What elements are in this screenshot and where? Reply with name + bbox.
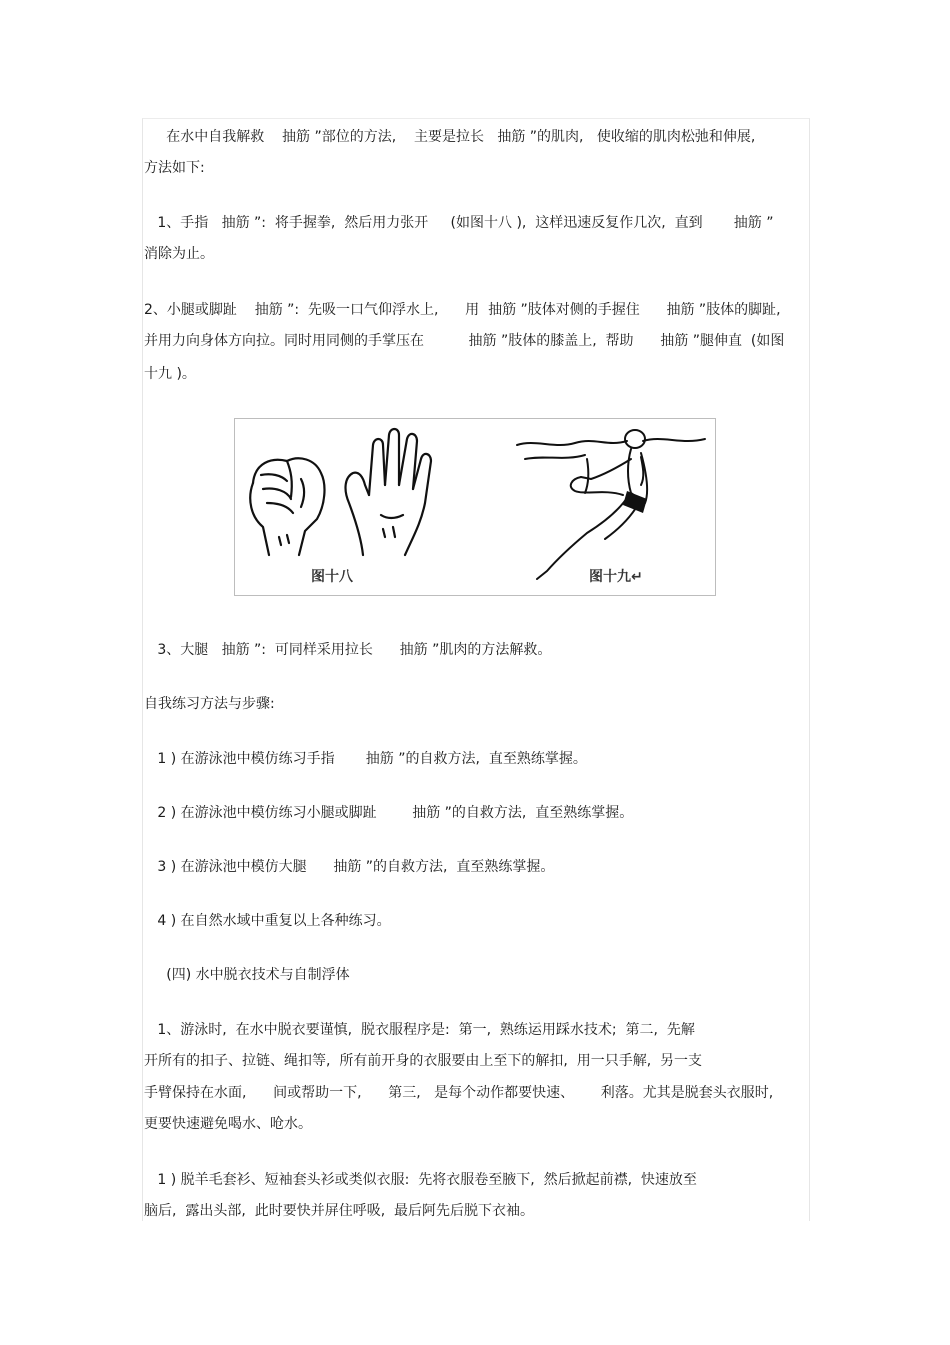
sweater-paragraph-line-2: 脑后, 露出头部, 此时要快并屏住呼吸, 最后阿先后脱下衣袖。 <box>144 1203 535 1219</box>
caption-figure-18: 图十八 <box>311 569 353 585</box>
item-finger-line-2: 消除为止。 <box>144 246 214 262</box>
item-thigh: 3、大腿 抽筋 ”: 可同样采用拉长 抽筋 ”肌肉的方法解救。 <box>144 642 552 658</box>
trunks-shape <box>623 491 647 513</box>
caption-figure-19: 图十九↵ <box>589 569 643 585</box>
practice-heading: 自我练习方法与步骤: <box>144 696 275 712</box>
item-finger-line-1: 1、手指 抽筋 ”: 将手握拳, 然后用力张开 (如图十八 ), 这样迅速反复作几次, 直到 抽筋 ” <box>144 215 774 231</box>
undress-paragraph-line-4: 更要快速避免喝水、呛水。 <box>144 1116 312 1132</box>
open-hand-drawing <box>346 429 431 555</box>
undress-paragraph-line-3: 手臂保持在水面, 间或帮助一下, 第三, 是每个动作都要快速、 利落。尤其是脱套头衣服时, <box>144 1085 774 1101</box>
paragraph-intro-line-2: 方法如下: <box>144 160 205 176</box>
swimmer-drawing <box>517 430 705 579</box>
practice-step-4: 4 ) 在自然水域中重复以上各种练习。 <box>144 913 391 929</box>
figure-illustration <box>234 418 716 596</box>
undress-paragraph-line-1: 1、游泳时, 在水中脱衣要谨慎, 脱衣服程序是: 第一, 熟练运用踩水技术; 第二, 先解 <box>144 1022 695 1038</box>
practice-step-2: 2 ) 在游泳池中模仿练习小腿或脚趾 抽筋 ”的自救方法, 直至熟练掌握。 <box>144 805 634 821</box>
item-calf-line-2: 并用力向身体方向拉。同时用同侧的手掌压在 抽筋 ”肢体的膝盖上, 帮助 抽筋 ”腿伸直 (如图 <box>144 333 785 349</box>
item-calf-line-1: 2、小腿或脚趾 抽筋 ”: 先吸一口气仰浮水上, 用 抽筋 ”肢体对侧的手握住 抽筋 ”肢体的脚趾, <box>144 302 781 318</box>
sweater-paragraph-line-1: 1 ) 脱羊毛套衫、短袖套头衫或类似衣服: 先将衣服卷至腋下, 然后掀起前襟, 快速放至 <box>144 1172 697 1188</box>
fist-drawing <box>250 458 324 555</box>
item-calf-line-3: 十九 )。 <box>144 366 196 382</box>
paragraph-intro-line-1: 在水中自我解救 抽筋 ”部位的方法, 主要是拉长 抽筋 ”的肌肉, 使收缩的肌肉松弛和伸展, <box>144 129 756 145</box>
section-heading-undress: (四) 水中脱衣技术与自制浮体 <box>144 967 350 983</box>
undress-paragraph-line-2: 开所有的扣子、拉链、绳扣等, 所有前开身的衣服要由上至下的解扣, 用一只手解, 另一支 <box>144 1053 703 1069</box>
cramp-illustration-graphic <box>235 419 715 595</box>
practice-step-1: 1 ) 在游泳池中模仿练习手指 抽筋 ”的自救方法, 直至熟练掌握。 <box>144 751 587 767</box>
practice-step-3: 3 ) 在游泳池中模仿大腿 抽筋 ”的自救方法, 直至熟练掌握。 <box>144 859 555 875</box>
